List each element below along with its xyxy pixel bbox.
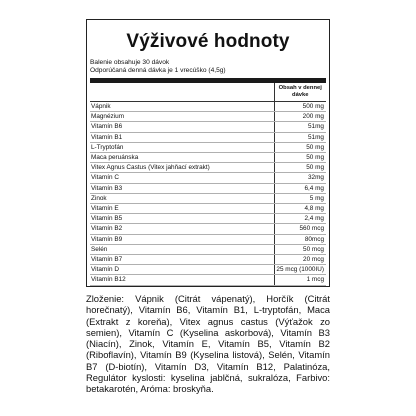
package-info: Balenie obsahuje 30 dávok	[90, 59, 170, 66]
nutrient-amount: 4,8 mg	[274, 204, 326, 214]
dose-info: Odporúčaná denná dávka je 1 vrecúško (4,5g)	[90, 67, 226, 74]
nutrient-amount: 51mg	[274, 122, 326, 132]
nutrient-amount: 50 mg	[274, 163, 326, 173]
nutrient-name: Vitamín B1	[90, 132, 274, 142]
table-row	[90, 183, 326, 193]
nutrient-name: Vitamín B5	[90, 214, 274, 224]
nutrient-amount: 5 mg	[274, 193, 326, 203]
table-row	[90, 244, 326, 254]
table-row	[90, 163, 326, 173]
nutrient-name: Vitamín C	[90, 173, 274, 183]
nutrient-amount: 1 mcg	[274, 275, 326, 285]
nutrient-amount: 51mg	[274, 132, 326, 142]
nutrient-amount: 50 mg	[274, 142, 326, 152]
table-row	[90, 112, 326, 122]
nutrient-name: Selén	[90, 244, 274, 254]
nutrient-name: Vitamín B9	[90, 234, 274, 244]
table-row	[90, 214, 326, 224]
table-row	[90, 132, 326, 142]
table-row	[90, 193, 326, 203]
nutrition-table	[90, 83, 326, 286]
nutrient-amount: 50 mcg	[274, 244, 326, 254]
nutrient-amount: 32mg	[274, 173, 326, 183]
table-row	[90, 153, 326, 163]
nutrient-name: Vitamín E	[90, 204, 274, 214]
nutrient-name: Magnézium	[90, 112, 274, 122]
table-row	[90, 173, 326, 183]
nutrient-name: Vitamín B2	[90, 224, 274, 234]
nutrient-amount: 2,4 mg	[274, 214, 326, 224]
nutrient-name: Vitamín B7	[90, 255, 274, 265]
table-row	[90, 234, 326, 244]
table-row	[90, 122, 326, 132]
nutrient-name: Zinok	[90, 193, 274, 203]
column-header-value: Obsah v dennej dávke	[274, 83, 326, 102]
ingredients-text: Zloženie: Vápnik (Citrát vápenatý), Horčík (Citrát horečnatý), Vitamín B6, Vitamín B1, L-tryptofán, Maca (Extrakt z koreňa), Vitex agnus castus (Výťažok zo semien), Vitamín C (Kyselina askorbová), Vitamín B3 (Niacín), Zinok, Vitamín E, Vitamín B5, Vitamín B2 (Riboflavín), Vitamín B9 (Kyselina listová), Selén, Vitamín B7 (D-biotín), Vitamín D3, Vitamín B12, Palatinóza, Regulátor kyslosti: kyselina jablčná, sukralóza, Farbivo: betakarotén, Aróma: broskyňa.	[86, 293, 330, 395]
nutrient-amount: 25 mcg (1000IU)	[274, 265, 326, 275]
table-header-row	[90, 83, 326, 102]
nutrient-amount: 6,4 mg	[274, 183, 326, 193]
nutrient-name: Vitamín B6	[90, 122, 274, 132]
table-row	[90, 275, 326, 285]
nutrient-amount: 200 mg	[274, 112, 326, 122]
nutrient-amount: 560 mcg	[274, 224, 326, 234]
nutrition-rows	[90, 102, 326, 286]
nutrient-amount: 80mcg	[274, 234, 326, 244]
table-row	[90, 265, 326, 275]
table-row	[90, 102, 326, 112]
serving-info	[90, 59, 329, 75]
nutrient-name: Maca peruánska	[90, 153, 274, 163]
nutrient-name: L-Tryptofán	[90, 142, 274, 152]
nutrition-facts-panel	[86, 19, 330, 287]
nutrient-name: Vitamín D	[90, 265, 274, 275]
table-row	[90, 255, 326, 265]
nutrient-amount: 500 mg	[274, 102, 326, 112]
nutrition-title: Výživové hodnoty	[126, 31, 290, 52]
nutrient-name: Vitamín B3	[90, 183, 274, 193]
nutrient-name: Vitex Agnus Castus (Vitex jahňací extrakt)	[90, 163, 274, 173]
nutrient-name: Vápnik	[90, 102, 274, 112]
nutrient-name: Vitamín B12	[90, 275, 274, 285]
table-row	[90, 204, 326, 214]
nutrient-amount: 50 mg	[274, 153, 326, 163]
table-row	[90, 142, 326, 152]
nutrient-amount: 20 mcg	[274, 255, 326, 265]
table-row	[90, 224, 326, 234]
column-header-name	[90, 83, 274, 102]
